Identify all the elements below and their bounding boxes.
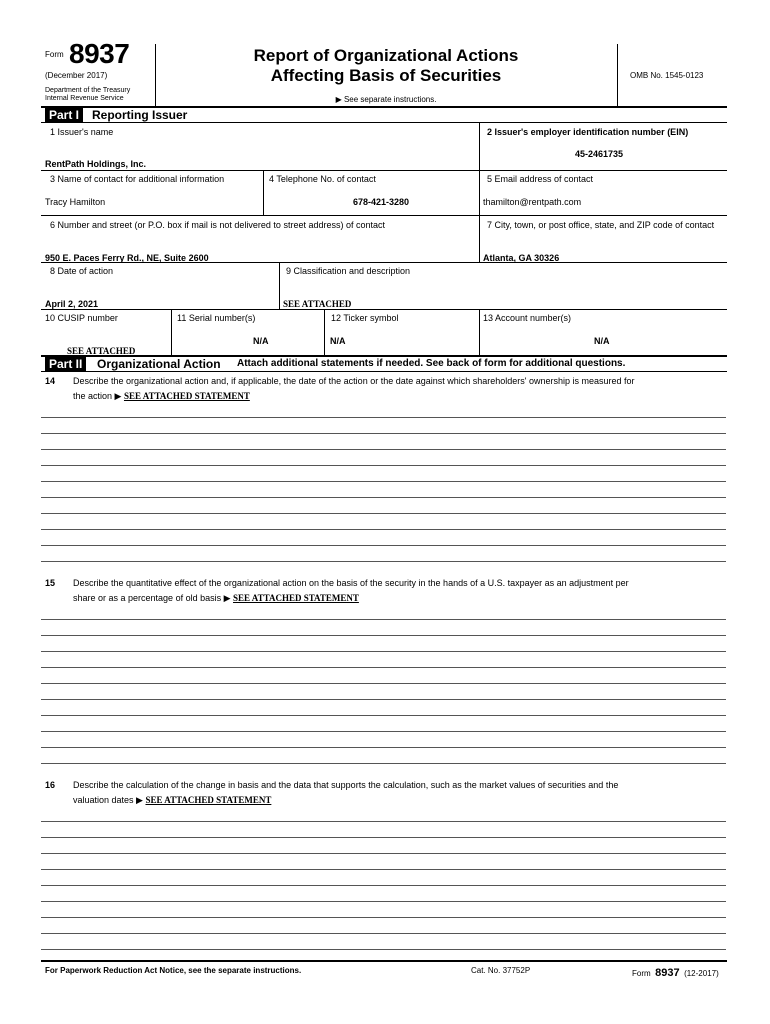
footer-form-number: 8937	[655, 967, 680, 979]
field5-label: 5 Email address of contact	[487, 174, 594, 184]
q14-answer-line	[73, 391, 250, 402]
account-number-field[interactable]: N/A	[594, 336, 610, 346]
form-number: 8937	[69, 38, 130, 69]
form-title	[155, 46, 617, 86]
field7-label: 7 City, town, or post office, state, and ZIP code of contact	[487, 220, 715, 230]
field3-label: 3 Name of contact for additional information	[50, 174, 225, 184]
telephone-field[interactable]: 678-421-3280	[353, 197, 410, 207]
ticker-field[interactable]: N/A	[330, 336, 346, 346]
dept-line1: Department of the Treasury	[45, 87, 131, 94]
part1-badge: Part I	[45, 108, 83, 122]
street-field[interactable]: 950 E. Paces Ferry Rd., NE, Suite 2600	[45, 253, 209, 263]
title-line1: Report of Organizational Actions	[253, 46, 519, 65]
city-field[interactable]: Atlanta, GA 30326	[483, 253, 560, 263]
q15-text: Describe the quantitative effect of the organizational action on the basis of the security in the hands of a U.S. taxpayer as an adjustment per	[73, 578, 629, 588]
field13-label: 13 Account number(s)	[483, 313, 572, 323]
q16-text-line2: valuation dates ▶	[73, 795, 143, 805]
form-revision: (December 2017)	[45, 71, 108, 80]
part2-title: Organizational Action	[97, 357, 221, 371]
dept-line2: Internal Revenue Service	[45, 95, 124, 102]
q14-number: 14	[45, 376, 56, 386]
contact-name-field[interactable]: Tracy Hamilton	[45, 197, 106, 207]
footer-form-word: Form	[632, 969, 651, 978]
field12-label: 12 Ticker symbol	[331, 313, 399, 323]
field10-label: 10 CUSIP number	[45, 313, 118, 323]
catalog-number: Cat. No. 37752P	[471, 966, 531, 975]
footer-revision: (12-2017)	[684, 969, 719, 978]
title-line2: Affecting Basis of Securities	[270, 66, 502, 85]
classification-field[interactable]: SEE ATTACHED	[283, 299, 352, 309]
field1-label: 1 Issuer's name	[50, 127, 114, 137]
field8-label: 8 Date of action	[50, 266, 114, 276]
form-word: Form	[45, 50, 64, 59]
part2-subtitle: Attach additional statements if needed. See back of form for additional questions.	[237, 358, 626, 369]
part1-title: Reporting Issuer	[92, 108, 188, 122]
serial-number-field[interactable]: N/A	[253, 336, 269, 346]
q14-text-line2: the action ▶	[73, 391, 122, 401]
part2-badge: Part II	[45, 357, 86, 371]
issuer-name-field[interactable]: RentPath Holdings, Inc.	[45, 159, 147, 169]
omb-number: OMB No. 1545-0123	[630, 71, 704, 80]
field9-label: 9 Classification and description	[286, 266, 411, 276]
footer-form-id	[632, 963, 719, 981]
q16-text: Describe the calculation of the change in basis and the data that supports the calculation, such as the market values of securities and the	[73, 780, 619, 790]
field4-label: 4 Telephone No. of contact	[269, 174, 376, 184]
q16-reference[interactable]: SEE ATTACHED STATEMENT	[145, 795, 272, 805]
email-field[interactable]: thamilton@rentpath.com	[483, 197, 582, 207]
q14-text: Describe the organizational action and, if applicable, the date of the action or the date against which shareholders' ownership is measured for	[73, 376, 635, 386]
q15-number: 15	[45, 578, 56, 588]
q14-reference[interactable]: SEE ATTACHED STATEMENT	[123, 391, 250, 401]
field6-label: 6 Number and street (or P.O. box if mail is not delivered to street address) of contact	[50, 220, 385, 230]
q15-answer-line	[73, 593, 359, 604]
q16-answer-line	[73, 795, 271, 806]
q15-text-line2: share or as a percentage of old basis ▶	[73, 593, 231, 603]
field11-label: 11 Serial number(s)	[177, 313, 256, 323]
date-of-action-field[interactable]: April 2, 2021	[45, 299, 99, 309]
q15-reference[interactable]: SEE ATTACHED STATEMENT	[233, 593, 359, 603]
paperwork-notice: For Paperwork Reduction Act Notice, see the separate instructions.	[45, 966, 302, 975]
see-instructions: ▶ See separate instructions.	[335, 95, 437, 104]
cusip-field[interactable]: SEE ATTACHED	[67, 346, 136, 356]
ein-field[interactable]: 45-2461735	[575, 149, 624, 159]
field2-label: 2 Issuer's employer identification number (EIN)	[487, 127, 689, 137]
q16-number: 16	[45, 780, 56, 790]
